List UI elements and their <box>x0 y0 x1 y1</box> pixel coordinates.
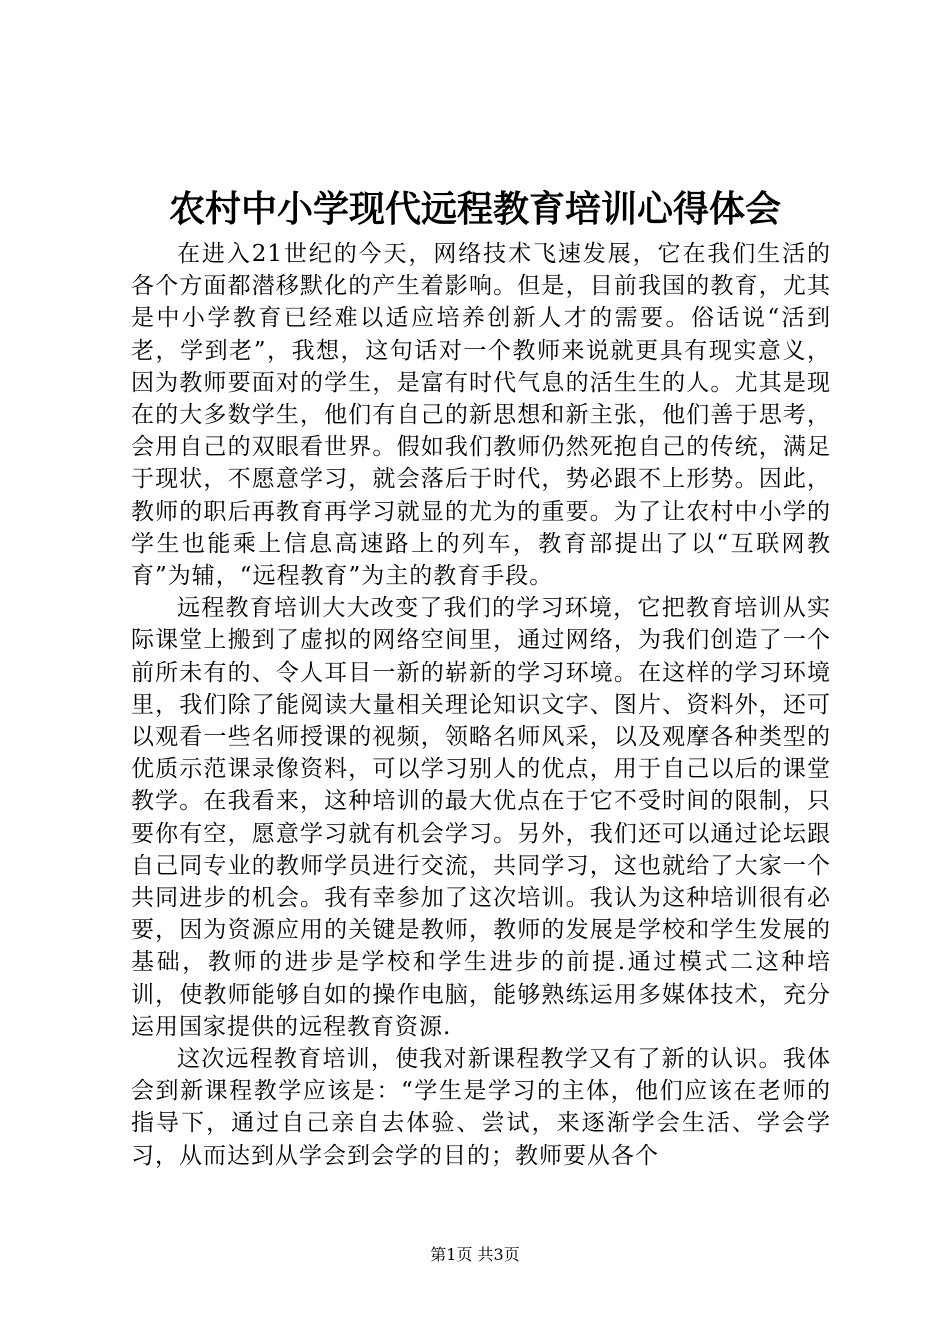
document-title: 农村中小学现代远程教育培训心得体会 <box>168 188 781 230</box>
paragraph-1: 在进入21世纪的今天，网络技术飞速发展，它在我们生活的各个方面都潜移默化的产生着影响。但是，目前我国的教育，尤其是中小学教育已经难以适应培养创新人才的需要。俗话说“活到老，学到老”，我想，这句话对一个教师来说就更具有现实意义，因为教师要面对的学生，是富有时代气息的活生生的人。尤其是现在的大多数学生，他们有自己的新思想和新主张，他们善于思考，会用自己的双眼看世界。假如我们教师仍然死抱自己的传统，满足于现状，不愿意学习，就会落后于时代，势必跟不上形势。因此，教师的职后再教育再学习就显的尤为的重要。为了让农村中小学的学生也能乘上信息高速路上的列车，教育部提出了以“互联网教育”为辅，“远程教育”为主的教育手段。 <box>131 241 831 590</box>
page-number-footer: 第1页 共3页 <box>430 1245 520 1264</box>
paragraph-3: 这次远程教育培训，使我对新课程教学又有了新的认识。我体会到新课程教学应该是：“学生是学习的主体，他们应该在老师的指导下，通过自己亲自去体验、尝试，来逐渐学会生活、学会学习，从而达到从学会到会学的目的；教师要从各个 <box>131 1046 831 1169</box>
document-body <box>131 238 831 1172</box>
paragraph-2: 远程教育培训大大改变了我们的学习环境，它把教育培训从实际课堂上搬到了虚拟的网络空间里，通过网络，为我们创造了一个前所未有的、令人耳目一新的崭新的学习环境。在这样的学习环境里，我们除了能阅读大量相关理论知识文字、图片、资料外，还可以观看一些名师授课的视频，领略名师风采，以及观摩各种类型的优质示范课录像资料，可以学习别人的优点，用于自己以后的课堂教学。在我看来，这种培训的最大优点在于它不受时间的限制，只要你有空，愿意学习就有机会学习。另外，我们还可以通过论坛跟自己同专业的教师学员进行交流，共同学习，这也就给了大家一个共同进步的机会。我有幸参加了这次培训。我认为这种培训很有必要，因为资源应用的关键是教师，教师的发展是学校和学生发展的基础，教师的进步是学校和学生进步的前提.通过模式二这种培训，使教师能够自如的操作电脑，能够熟练运用多媒体技术，充分运用国家提供的远程教育资源. <box>131 595 831 1040</box>
